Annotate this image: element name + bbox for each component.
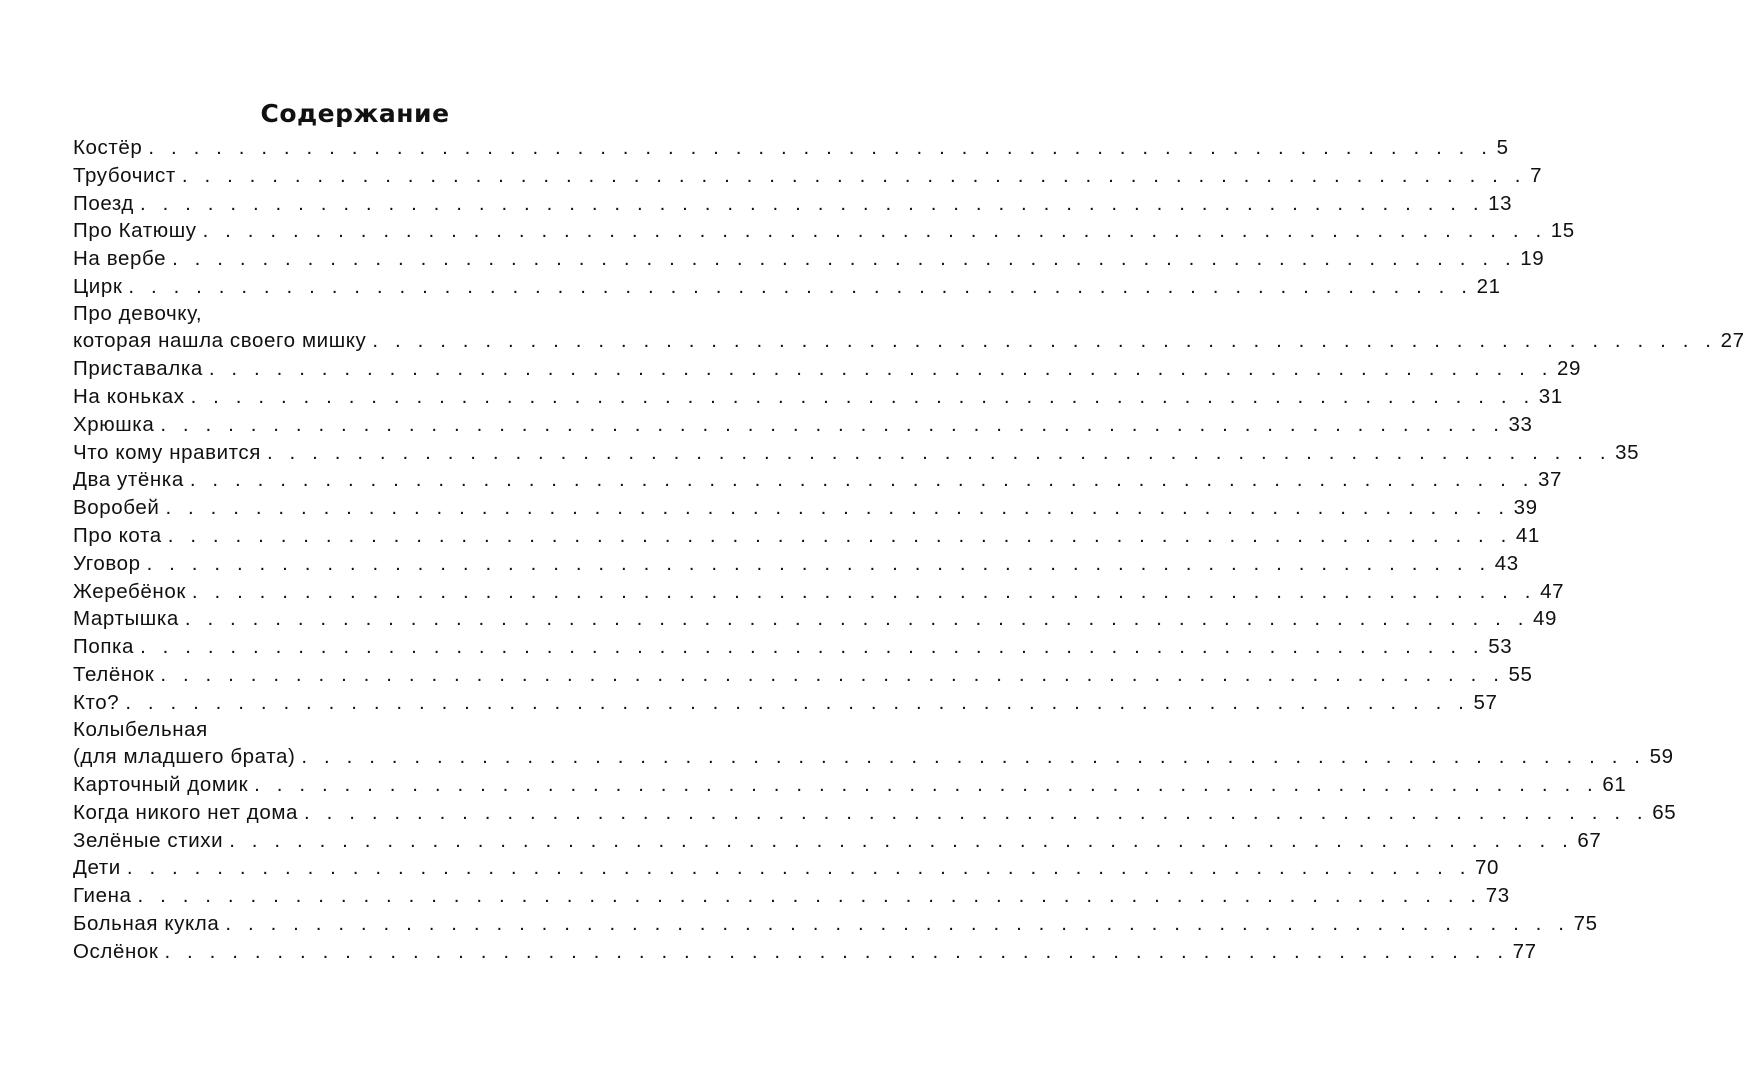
toc-entry-page-number: 5 xyxy=(1496,136,1509,159)
toc-entry-row xyxy=(73,245,1545,273)
dot-leader: . . . . . . . . . . . . . . . . . . . . . . . . . . . . . . . . . . . . . . . . . . . . . . . . . . . . . . . . . . . . xyxy=(128,274,1473,298)
toc-entry-page-number: 27 xyxy=(1720,329,1745,353)
dot-leader: . . . . . . . . . . . . . . . . . . . . . . . . . . . . . . . . . . . . . . . . . . . . . . . . . . . . . . . . . . . . xyxy=(167,523,1512,547)
toc-entry-title: Жеребёнок xyxy=(73,579,186,603)
toc-entry-row xyxy=(73,134,1509,162)
toc-entry-row xyxy=(73,882,1510,910)
dot-leader: . . . . . . . . . . . . . . . . . . . . . . . . . . . . . . . . . . . . . . . . . . . . . . . . . . . . . . . . . . . . xyxy=(146,551,1491,575)
toc-entry-title: Когда никого нет дома xyxy=(73,800,299,824)
toc-entry-row xyxy=(73,162,1543,190)
toc-entry-page-number: 73 xyxy=(1485,884,1510,908)
toc-entry-title: Телёнок xyxy=(73,662,155,686)
toc-entry-page-number: 13 xyxy=(1488,191,1513,215)
toc-entry-title-line1: Про девочку, xyxy=(73,301,203,325)
toc-entry[interactable] xyxy=(73,411,1533,439)
toc-entry-page-number: 77 xyxy=(1512,939,1537,963)
toc-entry-row xyxy=(73,605,1558,633)
toc-entry-row xyxy=(73,217,1575,245)
toc-entry-title: Трубочист xyxy=(73,163,176,187)
toc-entry-page-number: 59 xyxy=(1649,745,1674,769)
dot-leader: . . . . . . . . . . . . . . . . . . . . . . . . . . . . . . . . . . . . . . . . . . . . . . . . . . . . . . . . . . . . xyxy=(125,690,1470,714)
toc-entry-title: которая нашла своего мишку xyxy=(73,329,367,353)
toc-entry-page-number: 21 xyxy=(1476,274,1501,298)
toc-entry-row xyxy=(73,743,1674,771)
toc-entry-row xyxy=(73,827,1602,855)
toc-entry-title: Два утёнка xyxy=(73,468,184,492)
dot-leader: . . . . . . . . . . . . . . . . . . . . . . . . . . . . . . . . . . . . . . . . . . . . . . . . . . . . . . . . . . . . xyxy=(189,468,1534,492)
toc-entry-title: На коньках xyxy=(73,384,185,408)
toc-entry[interactable] xyxy=(73,633,1513,661)
dot-leader: . . . . . . . . . . . . . . . . . . . . . . . . . . . . . . . . . . . . . . . . . . . . . . . . . . . . . . . . . . . . xyxy=(202,219,1547,243)
toc-entry-page-number: 33 xyxy=(1508,412,1533,436)
toc-entry[interactable] xyxy=(73,882,1510,910)
toc-entry-page-number: 57 xyxy=(1473,690,1498,714)
dot-leader: . . . . . . . . . . . . . . . . . . . . . . . . . . . . . . . . . . . . . . . . . . . . . . . . . . . . . . . . . . . . xyxy=(160,662,1505,686)
toc-entry-page-number: 37 xyxy=(1538,468,1563,492)
toc-entry-row xyxy=(73,799,1677,827)
toc-entry-title: Кто? xyxy=(73,690,120,714)
toc-entry-row xyxy=(73,689,1498,717)
dot-leader: . . . . . . . . . . . . . . . . . . . . . . . . . . . . . . . . . . . . . . . . . . . . . . . . . . . . . . . . . . . . xyxy=(266,440,1612,464)
dot-leader: . . . . . . . . . . . . . . . . . . . . . . . . . . . . . . . . . . . . . . . . . . . . . . . . . . . . . . . . . . . . xyxy=(172,247,1517,271)
toc-entry-title: (для младшего брата) xyxy=(73,745,296,769)
toc-entry[interactable] xyxy=(73,301,1745,355)
page-title: Содержание xyxy=(260,98,450,128)
toc-entry-title: Цирк xyxy=(73,274,123,298)
dot-leader: . . . . . . . . . . . . . . . . . . . . . . . . . . . . . . . . . . . . . . . . . . . . . . . . . . . . . . . . . . . . xyxy=(148,136,1493,159)
toc-entry-title: Карточный домик xyxy=(73,772,249,796)
toc-entry-title: Поезд xyxy=(73,191,134,215)
toc-entry-row xyxy=(73,273,1501,301)
toc-entry-title: Приставалка xyxy=(73,357,203,381)
toc-entry-row xyxy=(73,938,1537,966)
toc-entry[interactable] xyxy=(73,550,1519,578)
toc-entry[interactable] xyxy=(73,273,1501,301)
toc-entry-page-number: 55 xyxy=(1508,662,1533,686)
toc-entry-page-number: 35 xyxy=(1615,440,1640,464)
toc-entry[interactable] xyxy=(73,383,1563,411)
dot-leader: . . . . . . . . . . . . . . . . . . . . . . . . . . . . . . . . . . . . . . . . . . . . . . . . . . . . . . . . . . . . xyxy=(372,329,1717,353)
toc-entry-page-number: 29 xyxy=(1557,357,1582,381)
toc-entry-page-number: 39 xyxy=(1513,496,1538,520)
dot-leader: . . . . . . . . . . . . . . . . . . . . . . . . . . . . . . . . . . . . . . . . . . . . . . . . . . . . . . . . . . . . xyxy=(181,163,1527,187)
dot-leader: . . . . . . . . . . . . . . . . . . . . . . . . . . . . . . . . . . . . . . . . . . . . . . . . . . . . . . . . . . . . xyxy=(140,635,1485,659)
toc-entry-title: Хрюшка xyxy=(73,412,155,436)
toc-entry-row xyxy=(73,522,1540,550)
toc-entry-page-number: 61 xyxy=(1602,772,1627,796)
toc-entry-row xyxy=(73,383,1563,411)
toc-entry-row xyxy=(73,550,1519,578)
toc-entry-row xyxy=(73,578,1565,606)
toc-entry[interactable] xyxy=(73,522,1540,550)
toc-entry-page-number: 43 xyxy=(1494,551,1519,575)
toc-entry-row xyxy=(73,494,1538,522)
toc-entry-page-number: 75 xyxy=(1573,911,1598,935)
toc-entry-row xyxy=(73,327,1745,355)
dot-leader: . . . . . . . . . . . . . . . . . . . . . . . . . . . . . . . . . . . . . . . . . . . . . . . . . . . . . . . . . . . . xyxy=(164,939,1509,963)
toc-entry[interactable] xyxy=(73,217,1575,245)
dot-leader: . . . . . . . . . . . . . . . . . . . . . . . . . . . . . . . . . . . . . . . . . . . . . . . . . . . . . . . . . . . . xyxy=(160,412,1505,436)
toc-entry-row xyxy=(73,771,1627,799)
toc-entry[interactable] xyxy=(73,854,1500,882)
toc-entry-row xyxy=(73,661,1533,689)
toc-entry-row xyxy=(73,910,1598,938)
toc-entry-page-number: 67 xyxy=(1577,828,1602,852)
toc-entry-row xyxy=(73,190,1513,218)
toc-entry-title-line1: Колыбельная xyxy=(73,717,208,741)
toc-entry-page-number: 31 xyxy=(1538,384,1563,408)
toc-entry[interactable] xyxy=(73,799,1677,827)
toc-entry-title: Ослёнок xyxy=(73,939,159,963)
dot-leader: . . . . . . . . . . . . . . . . . . . . . . . . . . . . . . . . . . . . . . . . . . . . . . . . . . . . . . . . . . . . xyxy=(225,911,1570,935)
toc-entry-row xyxy=(73,633,1513,661)
dot-leader: . . . . . . . . . . . . . . . . . . . . . . . . . . . . . . . . . . . . . . . . . . . . . . . . . . . . . . . . . . . . xyxy=(126,856,1472,880)
toc-entry-title: Попка xyxy=(73,635,135,659)
toc-entry-title: Дети xyxy=(73,856,121,880)
toc-entry-row xyxy=(73,355,1582,383)
toc-entry-page-number: 70 xyxy=(1475,856,1500,880)
toc-entry-page-number: 53 xyxy=(1488,635,1513,659)
dot-leader: . . . . . . . . . . . . . . . . . . . . . . . . . . . . . . . . . . . . . . . . . . . . . . . . . . . . . . . . . . . . xyxy=(304,800,1649,824)
toc-entry-title: Уговор xyxy=(73,551,141,575)
toc-entry[interactable] xyxy=(73,938,1537,966)
toc-entry[interactable] xyxy=(73,578,1565,606)
toc-entry[interactable] xyxy=(73,134,1509,162)
toc-entry[interactable] xyxy=(73,494,1538,522)
toc-entry-title: Гиена xyxy=(73,884,132,908)
toc-entry[interactable] xyxy=(73,717,1674,771)
dot-leader: . . . . . . . . . . . . . . . . . . . . . . . . . . . . . . . . . . . . . . . . . . . . . . . . . . . . . . . . . . . . xyxy=(165,496,1510,520)
dot-leader: . . . . . . . . . . . . . . . . . . . . . . . . . . . . . . . . . . . . . . . . . . . . . . . . . . . . . . . . . . . . xyxy=(229,828,1574,852)
toc-entry-row xyxy=(73,466,1563,494)
toc-entry-page-number: 7 xyxy=(1530,163,1543,187)
toc-entry-page-number: 47 xyxy=(1540,579,1565,603)
table-of-contents xyxy=(73,134,1745,966)
toc-entry[interactable] xyxy=(73,162,1543,190)
toc-entry-page-number: 15 xyxy=(1550,219,1575,243)
toc-entry[interactable] xyxy=(73,245,1545,273)
toc-entry-title: Мартышка xyxy=(73,607,179,631)
toc-entry-title: Про Катюшу xyxy=(73,219,197,243)
toc-entry-page-number: 49 xyxy=(1533,607,1558,631)
dot-leader: . . . . . . . . . . . . . . . . . . . . . . . . . . . . . . . . . . . . . . . . . . . . . . . . . . . . . . . . . . . . xyxy=(208,357,1554,381)
toc-entry-row xyxy=(73,439,1640,467)
toc-entry[interactable] xyxy=(73,605,1558,633)
toc-entry[interactable] xyxy=(73,466,1563,494)
toc-entry[interactable] xyxy=(73,355,1582,383)
toc-entry[interactable] xyxy=(73,910,1598,938)
dot-leader: . . . . . . . . . . . . . . . . . . . . . . . . . . . . . . . . . . . . . . . . . . . . . . . . . . . . . . . . . . . . xyxy=(137,884,1482,908)
toc-entry-title: Воробей xyxy=(73,496,160,520)
dot-leader: . . . . . . . . . . . . . . . . . . . . . . . . . . . . . . . . . . . . . . . . . . . . . . . . . . . . . . . . . . . . xyxy=(254,772,1599,796)
toc-entry-row xyxy=(73,411,1533,439)
dot-leader: . . . . . . . . . . . . . . . . . . . . . . . . . . . . . . . . . . . . . . . . . . . . . . . . . . . . . . . . . . . . xyxy=(184,607,1530,631)
toc-entry-title: Больная кукла xyxy=(73,911,220,935)
toc-entry-title: На вербе xyxy=(73,247,167,271)
dot-leader: . . . . . . . . . . . . . . . . . . . . . . . . . . . . . . . . . . . . . . . . . . . . . . . . . . . . . . . . . . . . xyxy=(301,745,1646,769)
toc-entry[interactable] xyxy=(73,190,1513,218)
toc-entry-title: Про кота xyxy=(73,523,162,547)
toc-entry-page-number: 19 xyxy=(1520,247,1545,271)
toc-entry-title: Костёр xyxy=(73,136,143,159)
toc-entry-page-number: 65 xyxy=(1652,800,1677,824)
toc-entry-page-number: 41 xyxy=(1515,523,1540,547)
toc-entry-title: Зелёные стихи xyxy=(73,828,224,852)
toc-entry[interactable] xyxy=(73,827,1602,855)
toc-entry-title: Что кому нравится xyxy=(73,440,261,464)
toc-entry-row xyxy=(73,854,1500,882)
toc-entry[interactable] xyxy=(73,439,1640,467)
toc-entry[interactable] xyxy=(73,689,1498,717)
dot-leader: . . . . . . . . . . . . . . . . . . . . . . . . . . . . . . . . . . . . . . . . . . . . . . . . . . . . . . . . . . . . xyxy=(190,384,1535,408)
toc-entry[interactable] xyxy=(73,661,1533,689)
dot-leader: . . . . . . . . . . . . . . . . . . . . . . . . . . . . . . . . . . . . . . . . . . . . . . . . . . . . . . . . . . . . xyxy=(191,579,1537,603)
toc-entry[interactable] xyxy=(73,771,1627,799)
dot-leader: . . . . . . . . . . . . . . . . . . . . . . . . . . . . . . . . . . . . . . . . . . . . . . . . . . . . . . . . . . . . xyxy=(140,191,1485,215)
